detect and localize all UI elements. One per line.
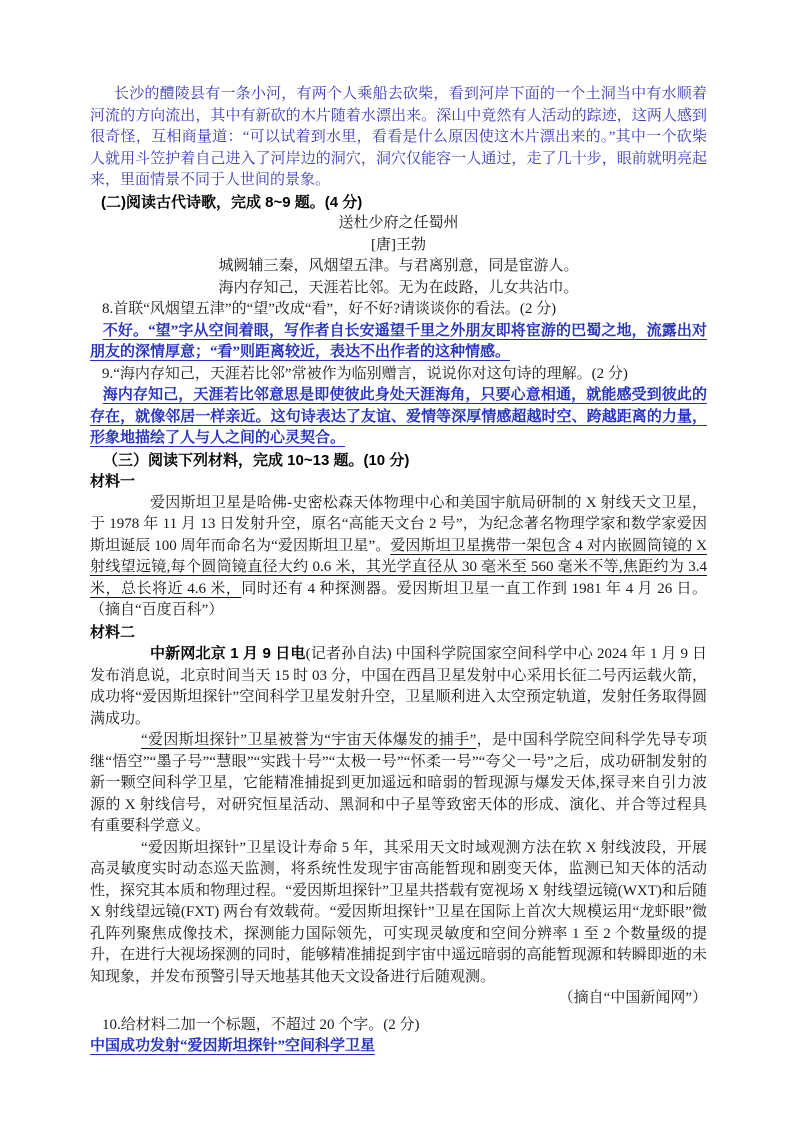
section-heading-poetry: (二)阅读古代诗歌，完成 8~9 题。(4 分) bbox=[101, 193, 363, 211]
poem-line-1: 城阙辅三秦，风烟望五津。与君离别意，同是宦游人。 bbox=[218, 258, 579, 274]
question-8: 8.首联“风烟望五津”的“望”改成“看”，好不好?请谈谈你的看法。(2 分) bbox=[102, 301, 557, 317]
material-2-dateline: 中新网北京 1 月 9 日电 bbox=[150, 645, 306, 662]
material-2-text-underlined: “爱因斯坦探针”卫星被誉为“宇宙天体爆发的捕手” bbox=[141, 732, 477, 748]
material-2-paragraph-1-text: 中国科学院国家空间科学中心 2024 年 1 月 9 日发布消息说，北京时间当天 15 时 03 分，中国在西昌卫星发射中心采用长征二号丙运载火箭，成功将“爱因斯坦探针”空间科学卫星发射升空，卫星顺利进入太空预定轨道，发射任务取得圆满成功。 bbox=[90, 646, 707, 727]
material-1-paragraph bbox=[90, 493, 707, 622]
classical-translation-answer: 长沙的醴陵县有一条小河，有两个人乘船去砍柴，看到河岸下面的一个土洞当中有水顺着河流的方向流出，其中有新砍的木片随着水漂出来。深山中竟然有人活动的踪迹，这两人感到很奇怪，互相商量道：“可以试着到水里，看看是什么原因使这木片漂出来的。”其中一个砍柴人就用斗笠护着自己进入了河岸边的洞穴，洞穴仅能容一人通过，走了几十步，眼前就明亮起来，里面情景不同于人世间的景象。 bbox=[90, 86, 707, 188]
material-2-source: （摘自“中国新闻网”） bbox=[558, 990, 707, 1006]
question-9: 9.“海内存知己，天涯若比邻”常被作为临别赠言，说说你对这句诗的理解。(2 分) bbox=[102, 365, 628, 382]
poem-author: [唐]王勃 bbox=[371, 236, 426, 253]
poem-line-2: 海内存知己，天涯若比邻。无为在歧路，儿女共沾巾。 bbox=[218, 279, 579, 296]
material-2-paragraph-2 bbox=[90, 730, 707, 838]
answer-9: 海内存知己，天涯若比邻意思是即使彼此身处天涯海角，只要心意相通，就能感受到彼此的存在，就像邻居一样亲近。这句诗表达了友谊、爱情等深厚情感超越时空、跨越距离的力量，形象地描绘了人与人之间的心灵契合。 bbox=[90, 387, 707, 446]
material-2-paragraph-2-text: ，是中国科学院空间科学先导专项继“悟空”“墨子号”“慧眼”“实践十号”“太极一号”“怀柔一号”“夸父一号”之后，成功研制发射的新一颗空间科学卫星，它能精准捕捉到更加遥远和暗弱的暂现源与爆发天体,探寻来自引力波源的 X 射线信号，对研究恒星活动、黑洞和中子星等致密天体的形成、演化、并合等过程具有重要科学意义。 bbox=[90, 732, 707, 834]
material-2-paragraph-3: “爱因斯坦探针”卫星设计寿命 5 年，其采用天文时域观测方法在软 X 射线波段，开展高灵敏度实时动态巡天监测，将系统性发现宇宙高能暂现和剧变天体，监测已知天体的活动性，探究其本质和物理过程。“爱因斯坦探针”卫星共搭载有宽视场 X 射线望远镜(WXT)和后随 X 射线望远镜(FXT) 两台有效载荷。“爱因斯坦探针”卫星在国际上首次大规模运用“龙虾眼”微孔阵列聚焦成像技术，探测能力国际领先，可实现灵敏度和空间分辨率 1 至 2 个数量级的提升，在进行大视场探测的同时，能够精准捕捉到宇宙中遥远暗弱的高能暂现源和转瞬即逝的未知现象，并发布预警引导天地基其他天文设备进行后随观测。 bbox=[90, 839, 707, 985]
material-1-text-plain: 爱因斯坦卫星是哈佛-史密松森天体物理中心和美国宇航局研制的 X 射线天文卫星，于 1978 年 11 月 13 日发射升空，原名“高能天文台 2 号”，为纪念著名物理学家和数学家爱因斯坦诞辰 100 周年而命名为“爱因斯坦卫星”。 bbox=[90, 494, 707, 554]
material-1-label: 材料一 bbox=[90, 473, 136, 490]
poem-title: 送杜少府之任蜀州 bbox=[338, 215, 459, 231]
material-1-text-underlined: 爱因斯坦卫星携带一架包含 4 对内嵌圆筒镜的 X 射线望远镜,每个圆筒镜直径大约 0.6 米，其光学直径从 30 毫米至 560 毫米不等,焦距约为 3.4 米，总长将近 4.6 米， bbox=[90, 537, 707, 597]
page-content bbox=[90, 84, 707, 1058]
answer-8: 不好。“望”字从空间着眼，写作者自长安遥望千里之外朋友即将宦游的巴蜀之地，流露出对朋友的深情厚意；“看”则距离较近，表达不出作者的这种情感。 bbox=[90, 322, 707, 360]
material-1-text-tail: 同时还有 4 种探测器。爱因斯坦卫星一直工作到 1981 年 4 月 26 日。（摘自“百度百科”） bbox=[90, 580, 707, 618]
material-2-paragraph-1 bbox=[90, 643, 707, 730]
section-heading-materials: （三）阅读下列材料，完成 10~13 题。(10 分) bbox=[103, 451, 410, 469]
material-2-byline: (记者孙自法) bbox=[305, 646, 392, 662]
question-10: 10.给材料二加一个标题，不超过 20 个字。(2 分) bbox=[102, 1016, 420, 1033]
answer-10: 中国成功发射“爱因斯坦探针”空间科学卫星 bbox=[90, 1038, 376, 1054]
material-2-label: 材料二 bbox=[90, 623, 136, 641]
